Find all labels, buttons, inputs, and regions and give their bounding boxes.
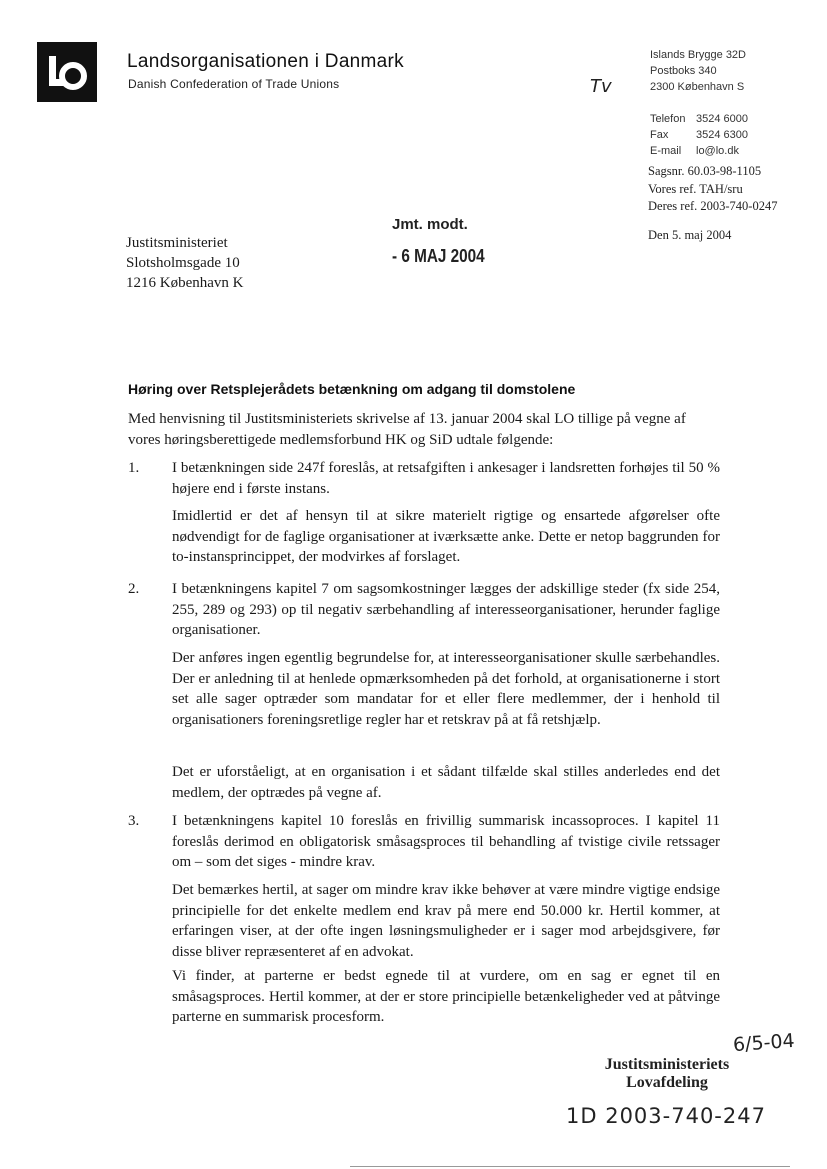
item-number: 2. xyxy=(128,581,140,597)
item-3-paragraph-2: Vi finder, at parterne er bedst egnede til at vurdere, om en sag er egnet til en småsagsproces. Hertil kommer, at der er store principielle betænkeligheder ved at påtvinge parterne en summarisk procesform. xyxy=(172,968,720,1025)
phone-label: Telefon xyxy=(650,113,686,125)
address-block xyxy=(650,47,746,95)
handwritten-initials: Tv xyxy=(590,76,612,97)
org-name: Landsorganisationen i Danmark xyxy=(127,51,404,72)
item-text: I betænkningens kapitel 7 om sagsomkostninger lægges der adskillige steder (fx side 254, 255, 289 og 293) op til negativ særbehandling af interesseorganisationer, herunder faglige organisationer. xyxy=(172,581,720,638)
list-item-2 xyxy=(128,579,720,641)
list-item-1 xyxy=(128,458,720,500)
recipient-line: Slotsholmsgade 10 xyxy=(126,255,240,271)
item-number: 3. xyxy=(128,813,140,829)
item-3-paragraph-1: Det bemærkes hertil, at sager om mindre krav ikke behøver at være mindre vigtige endsige principielle for det enkelte medlem end krav på mere end 50.000 kr. Hertil kommer, at erfaringen viser, at der ofte ingen løsningsmuligheder er i sager mod arbejdsgivere, før disse bliver repræsenteret af en advokat. xyxy=(172,882,720,960)
handwritten-date: 6/5-04 xyxy=(732,1029,796,1057)
fax-value: 3524 6300 xyxy=(696,129,748,141)
subject-heading: Høring over Retsplejerådets betænkning om adgang til domstolene xyxy=(128,381,576,397)
sagsnr: Sagsnr. 60.03-98-1105 xyxy=(648,164,762,178)
address-line: Postboks 340 xyxy=(650,65,717,77)
deres-ref: Deres ref. 2003-740-0247 xyxy=(648,199,778,213)
handwritten-case-number: 1D 2003-740-247 xyxy=(566,1104,766,1128)
recipient-line: 1216 København K xyxy=(126,275,244,291)
email-value: lo@lo.dk xyxy=(696,145,739,157)
fax-label: Fax xyxy=(650,129,669,141)
recipient-address xyxy=(126,233,243,293)
contact-block xyxy=(650,111,748,159)
address-line: 2300 København S xyxy=(650,81,745,93)
ministry-stamp-line: Justitsministeriets xyxy=(604,1056,730,1073)
list-item-3 xyxy=(128,811,720,873)
email-label: E-mail xyxy=(650,145,682,157)
ministry-stamp-line: Lovafdeling xyxy=(626,1074,708,1091)
org-subtitle: Danish Confederation of Trade Unions xyxy=(128,77,340,91)
scan-edge-line xyxy=(350,1166,790,1167)
address-line: Islands Brygge 32D xyxy=(650,49,746,61)
received-stamp-date: - 6 MAJ 2004 xyxy=(392,246,485,266)
item-1-paragraph: Imidlertid er det af hensyn til at sikre materielt rigtige og ensartede afgørelser ofte nødvendigt for de faglige organisationer at iværksætte anke. Dette er netop baggrunden for to-instansprincippet, der modvirkes af forslaget. xyxy=(172,508,720,565)
vores-ref: Vores ref. TAH/sru xyxy=(648,181,743,196)
item-2-paragraph-2: Det er uforståeligt, at en organisation i et sådant tilfælde skal stilles anderledes end det medlem, der optrædes på vegne af. xyxy=(172,764,720,801)
item-text: I betænkningen side 247f foreslås, at retsafgiften i ankesager i landsretten forhøjes til 50 % højere end i første instans. xyxy=(172,460,720,497)
lo-logo-icon xyxy=(37,42,97,102)
intro-paragraph: Med henvisning til Justitsministeriets skrivelse af 13. januar 2004 skal LO tillige på vegne af vores høringsberettigede medlemsforbund HK og SiD udtale følgende: xyxy=(128,411,686,448)
received-stamp-label: Jmt. modt. xyxy=(392,216,468,233)
phone-value: 3524 6000 xyxy=(696,113,748,125)
item-2-paragraph-1: Der anføres ingen egentlig begrundelse for, at interesseorganisationer skulle særbehandles. Der er anledning til at henlede opmærksomheden på det forhold, at organisationerne i stort set alle sager optræder som mandatar for et eller flere medlemmer, der i henhold til organisationers foreningsretlige regler har et retskrav på at få retshjælp. xyxy=(172,650,720,728)
ministry-stamp xyxy=(592,1056,742,1092)
reference-block xyxy=(648,163,777,216)
lo-logo xyxy=(37,42,97,102)
item-number: 1. xyxy=(128,460,140,476)
letter-date: Den 5. maj 2004 xyxy=(648,228,732,242)
item-text: I betænkningens kapitel 10 foreslås en frivillig summarisk incassoproces. I kapitel 11 foreslås derimod en obligatorisk småsagsproces til behandling af tvistige civile retssager om – som det siges - mindre krav. xyxy=(172,813,720,870)
recipient-line: Justitsministeriet xyxy=(126,235,228,251)
